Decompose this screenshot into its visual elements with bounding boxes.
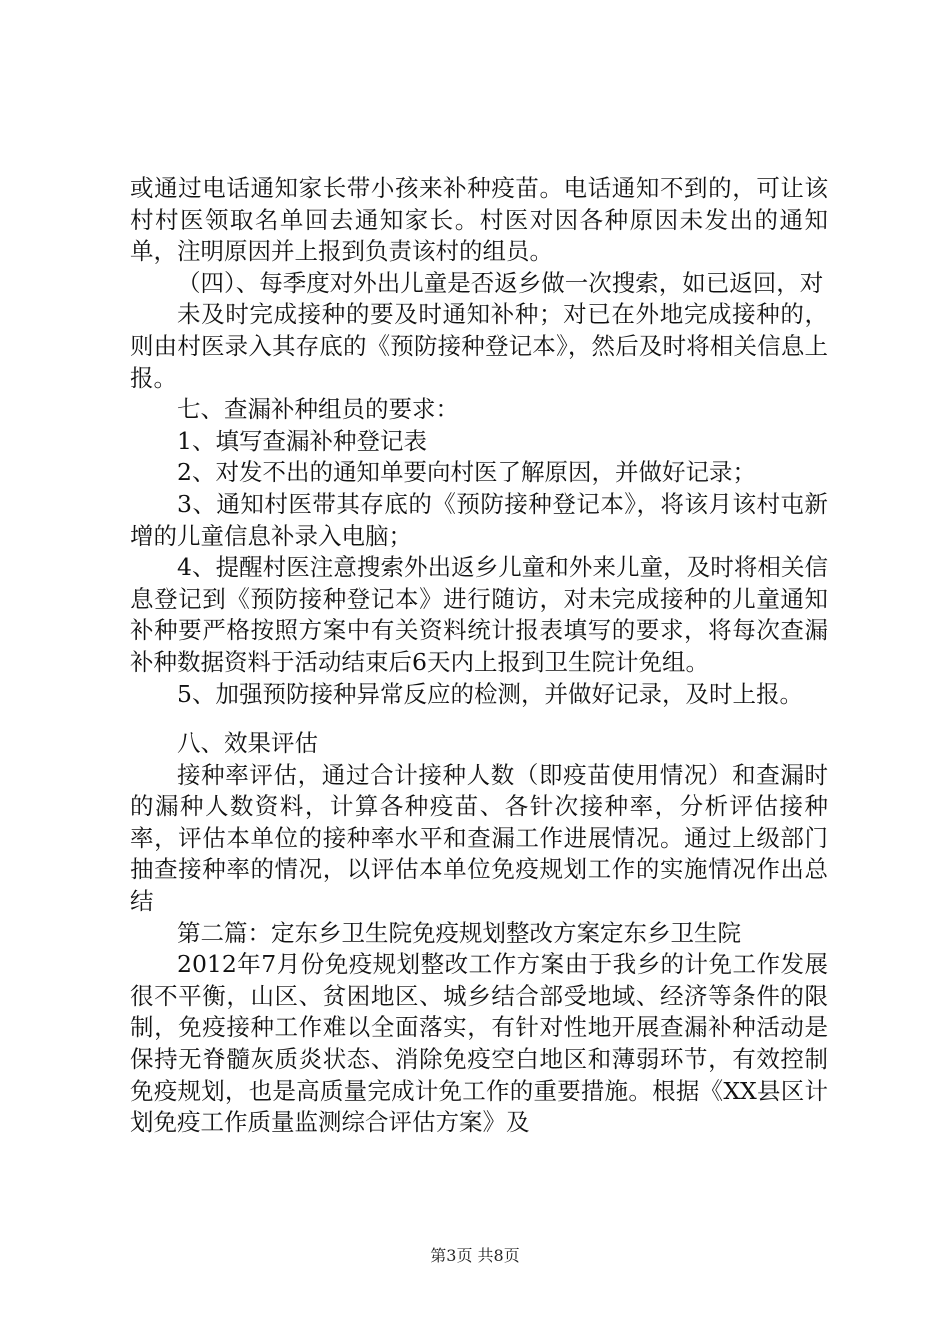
paragraph-evaluation: 接种率评估，通过合计接种人数（即疫苗使用情况）和查漏时的漏种人数资料，计算各种疫苗、各针次接种率，分析评估接种率，评估本单位的接种率水平和查漏工作进展情况。通过上级部门抽查接种率的情况，以评估本单位免疫规划工作的实施情况作出总结 <box>130 760 828 916</box>
list-item-3: 3、通知村医带其存底的《预防接种登记本》，将该月该村屯新增的儿童信息补录入电脑； <box>130 489 828 550</box>
chapter-two-title: 第二篇：定东乡卫生院免疫规划整改方案定东乡卫生院 <box>177 918 741 947</box>
paragraph-continuation: 或通过电话通知家长带小孩来补种疫苗。电话通知不到的，可让该村村医领取名单回去通知家长。村医对因各种原因未发出的通知单，注明原因并上报到负责该村的组员。 <box>130 174 828 266</box>
document-body <box>130 173 828 1139</box>
paragraph-chapter-two: 2012年7月份免疫规划整改工作方案由于我乡的计免工作发展很不平衡，山区、贫困地区、城乡结合部受地域、经济等条件的限制，免疫接种工作难以全面落实，有针对性地开展查漏补种活动是保持无脊髓灰质炎状态、消除免疫空白地区和薄弱环节，有效控制免疫规划，也是高质量完成计免工作的重要措施。根据《XX县区计划免疫工作质量监测综合评估方案》及 <box>130 950 828 1137</box>
section-heading-eight: 八、效果评估 <box>177 729 318 758</box>
paragraph-item-four: （四）、每季度对外出儿童是否返乡做一次搜索，如已返回，对 <box>177 268 824 297</box>
list-item-1: 1、填写查漏补种登记表 <box>177 426 427 455</box>
paragraph-item-four-cont: 未及时完成接种的要及时通知补种；对已在外地完成接种的，则由村医录入其存底的《预防接种登记本》，然后及时将相关信息上报。 <box>130 300 828 392</box>
section-heading-seven: 七、查漏补种组员的要求： <box>177 395 459 424</box>
paragraph-gap <box>130 710 828 728</box>
list-item-2: 2、对发不出的通知单要向村医了解原因，并做好记录； <box>177 458 756 487</box>
list-item-5: 5、加强预防接种异常反应的检测，并做好记录，及时上报。 <box>177 679 803 708</box>
page-footer: 第3页 共8页 <box>430 1246 520 1265</box>
list-item-4: 4、提醒村医注意搜索外出返乡儿童和外来儿童，及时将相关信息登记到《预防接种登记本》进行随访，对未完成接种的儿童通知补种要严格按照方案中有关资料统计报表填写的要求，将每次查漏补种数据资料于活动结束后6天内上报到卫生院计免组。 <box>130 553 828 676</box>
